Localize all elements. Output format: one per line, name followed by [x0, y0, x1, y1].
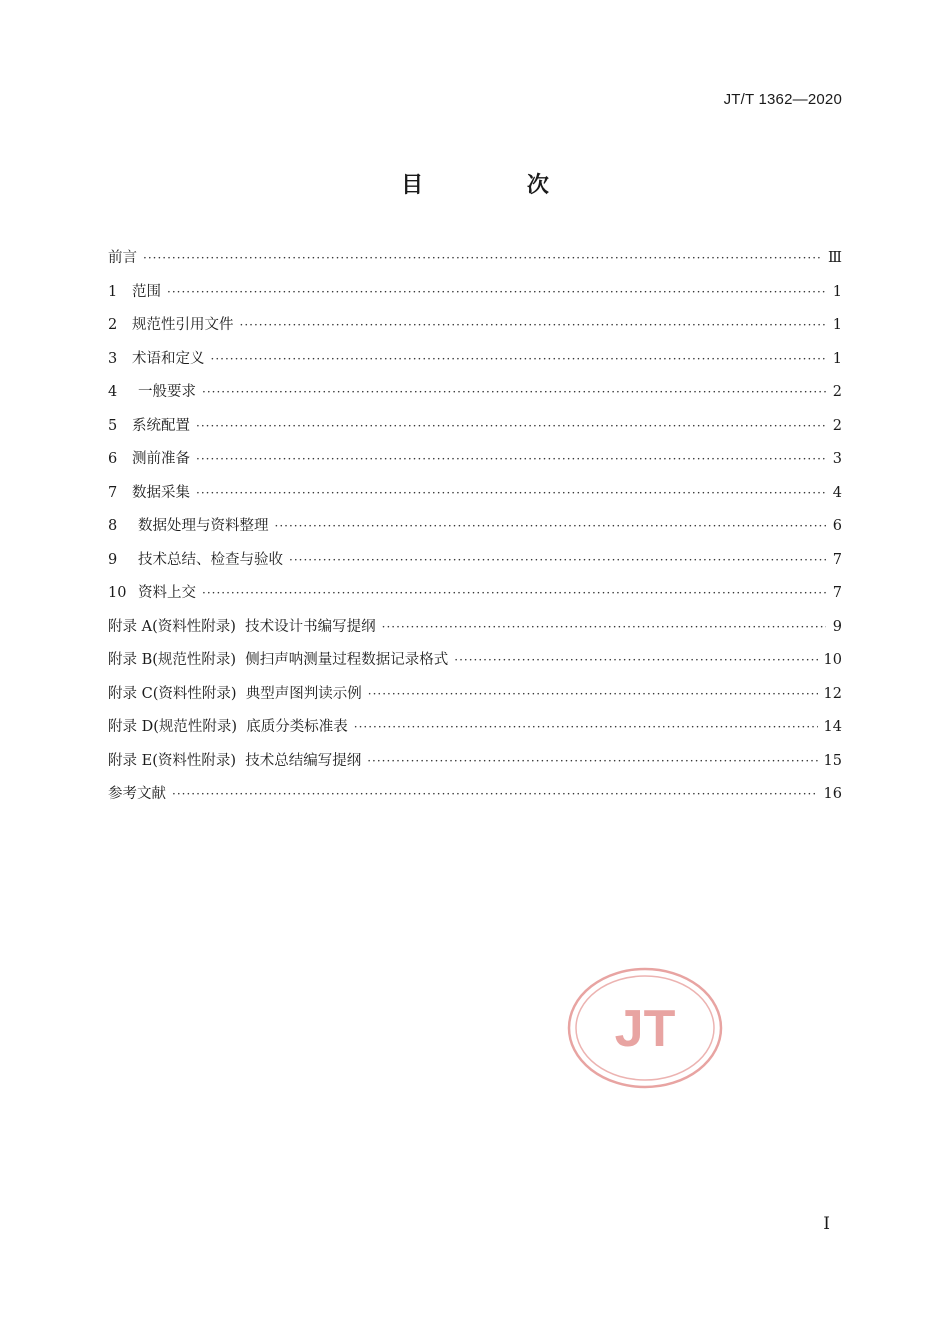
- toc-entry-page: 1: [832, 350, 842, 367]
- toc-entry-label: [108, 414, 190, 435]
- toc-entry-page: 7: [832, 551, 842, 568]
- toc-entry-title: 测前准备: [132, 451, 190, 467]
- toc-entry-number: 1: [108, 283, 118, 300]
- toc-entry-1[interactable]: [108, 280, 842, 314]
- toc-entry-label: [108, 548, 283, 569]
- toc-entry-label: [108, 347, 205, 368]
- toc-entry-page: 2: [832, 384, 842, 400]
- toc-leader-dots: [354, 720, 818, 734]
- toc-entry-title: 范围: [132, 283, 161, 300]
- toc-entry-number: 3: [108, 350, 118, 367]
- toc-entry-page: 15: [823, 752, 842, 769]
- toc-entry-2[interactable]: [108, 313, 842, 347]
- toc-entry-page: 16: [823, 786, 842, 802]
- toc-entry-label: [108, 682, 362, 703]
- toc-entry-page: 7: [832, 585, 842, 601]
- toc-entry-number: 9: [108, 551, 118, 568]
- toc-entry-label: [108, 280, 161, 301]
- toc-entry-label: [108, 749, 361, 770]
- toc-entry-label: [108, 782, 166, 803]
- toc-entry-page: 1: [832, 283, 842, 300]
- toc-entry-page: 9: [832, 618, 842, 635]
- toc-entry-3[interactable]: [108, 347, 842, 381]
- toc-entry-label: [108, 514, 269, 535]
- table-of-contents: [108, 246, 842, 816]
- toc-entry-label: [108, 380, 196, 401]
- toc-entry-8[interactable]: [108, 514, 842, 548]
- toc-entry-page: 4: [832, 484, 842, 501]
- toc-entry-label: [108, 715, 348, 736]
- toc-entry-page: 2: [832, 417, 842, 434]
- toc-entry-title: 前言: [108, 250, 137, 266]
- jt-seal-watermark: [566, 966, 724, 1090]
- toc-entry-6[interactable]: [108, 447, 842, 481]
- toc-entry-title: 一般要求: [138, 384, 196, 400]
- toc-entry-page: 12: [823, 685, 842, 702]
- toc-entry-title: 系统配置: [132, 417, 190, 434]
- page-number: Ⅰ: [823, 1214, 830, 1234]
- toc-entry-label: [108, 648, 448, 669]
- toc-entry-5[interactable]: [108, 414, 842, 448]
- toc-entry-9[interactable]: [108, 548, 842, 582]
- toc-entry-label: [108, 246, 137, 267]
- toc-entry-number: 7: [108, 484, 118, 501]
- toc-entry-label: [108, 581, 196, 602]
- toc-entry-appendix-c[interactable]: [108, 682, 842, 716]
- toc-entry-appendix-e[interactable]: [108, 749, 842, 783]
- toc-entry-number: 2: [108, 317, 118, 333]
- toc-entry-page: 10: [823, 652, 842, 668]
- toc-leader-dots: [143, 251, 822, 265]
- toc-leader-dots: [275, 519, 827, 533]
- toc-entry-title: 参考文献: [108, 786, 166, 802]
- toc-entry-title: 数据处理与资料整理: [138, 518, 269, 534]
- toc-entry-title: 附录 E(资料性附录) 技术总结编写提纲: [108, 752, 362, 769]
- toc-entry-page: Ⅲ: [828, 250, 842, 266]
- toc-entry-appendix-b[interactable]: [108, 648, 842, 682]
- toc-entry-references[interactable]: [108, 782, 842, 816]
- toc-entry-title: 数据采集: [132, 484, 190, 501]
- toc-leader-dots: [382, 620, 826, 634]
- toc-entry-page: 1: [832, 317, 842, 333]
- toc-entry-title: 术语和定义: [132, 350, 205, 367]
- toc-leader-dots: [202, 586, 826, 600]
- toc-entry-title: 附录 C(资料性附录) 典型声图判读示例: [108, 685, 362, 702]
- toc-entry-title: 资料上交: [138, 585, 196, 601]
- toc-leader-dots: [240, 318, 827, 332]
- toc-entry-title: 附录 D(规范性附录) 底质分类标准表: [108, 719, 348, 735]
- toc-leader-dots: [289, 553, 826, 567]
- toc-leader-dots: [211, 352, 827, 366]
- toc-entry-page: 3: [832, 451, 842, 467]
- toc-entry-page: 14: [823, 719, 842, 735]
- page-title: 目 次: [401, 173, 597, 198]
- toc-entry-label: [108, 615, 376, 636]
- toc-entry-title: 规范性引用文件: [132, 317, 234, 333]
- toc-leader-dots: [196, 419, 826, 433]
- toc-entry-page: 6: [832, 518, 842, 534]
- toc-entry-number: 10: [108, 585, 127, 601]
- toc-leader-dots: [368, 687, 818, 701]
- toc-entry-7[interactable]: [108, 481, 842, 515]
- toc-entry-number: 4: [108, 384, 118, 400]
- toc-entry-label: [108, 447, 190, 468]
- toc-entry-title: 附录 A(资料性附录) 技术设计书编写提纲: [108, 618, 376, 635]
- toc-entry-appendix-a[interactable]: [108, 615, 842, 649]
- toc-entry-number: 5: [108, 417, 118, 434]
- toc-leader-dots: [172, 787, 818, 801]
- toc-entry-10[interactable]: [108, 581, 842, 615]
- toc-leader-dots: [454, 653, 817, 667]
- toc-entry-number: 6: [108, 451, 118, 467]
- toc-entry-title: 技术总结、检查与验收: [138, 551, 283, 568]
- toc-entry-appendix-d[interactable]: [108, 715, 842, 749]
- toc-entry-title: 附录 B(规范性附录) 侧扫声呐测量过程数据记录格式: [108, 652, 449, 668]
- seal-logo-text: JT: [614, 1000, 676, 1058]
- toc-leader-dots: [167, 285, 826, 299]
- toc-entry-label: [108, 481, 190, 502]
- standard-code: JT/T 1362—2020: [723, 91, 842, 108]
- toc-entry-4[interactable]: [108, 380, 842, 414]
- toc-entry-foreword[interactable]: [108, 246, 842, 280]
- toc-leader-dots: [196, 486, 826, 500]
- toc-entry-label: [108, 313, 234, 334]
- toc-leader-dots: [196, 452, 826, 466]
- toc-entry-number: 8: [108, 518, 118, 534]
- toc-leader-dots: [367, 754, 817, 768]
- toc-leader-dots: [202, 385, 826, 399]
